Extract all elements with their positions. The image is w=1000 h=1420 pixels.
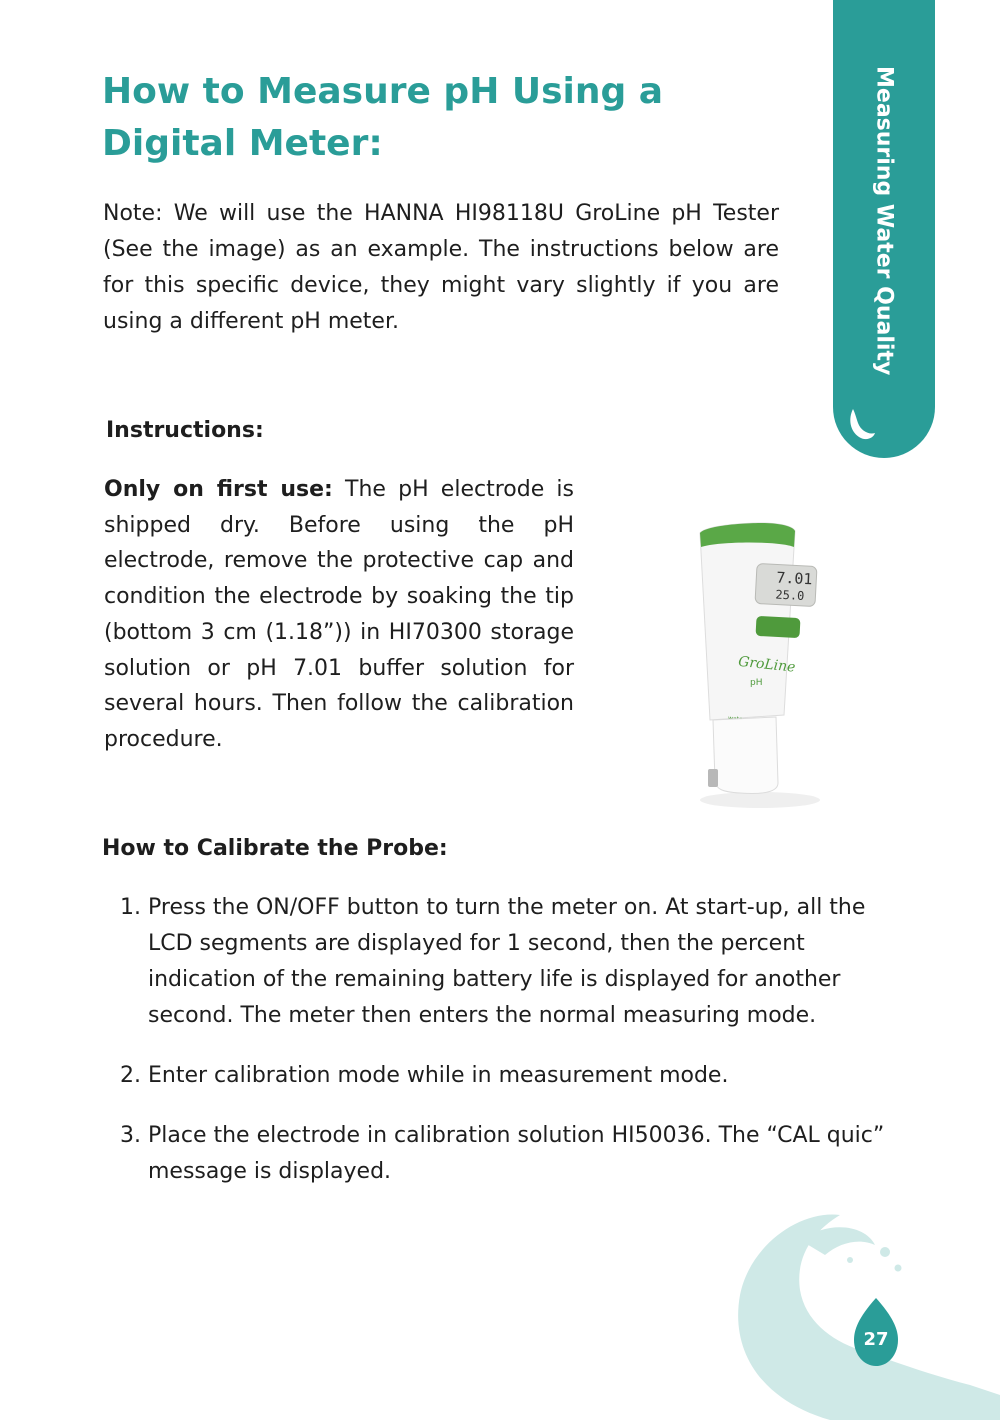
step-number: 3.	[120, 1123, 141, 1148]
list-item	[120, 1058, 890, 1094]
first-use-text: The pH electrode is shipped dry. Before using the pH electrode, remove the protective cap and condition the electrode by soaking the tip (bottom 3 cm (1.18”)) in HI70300 storage solution or pH 7.01 buffer solution for several hours. Then follow the calibration procedure.	[104, 477, 574, 752]
water-drop-icon	[845, 405, 879, 445]
intro-note: Note: We will use the HANNA HI98118U GroLine pH Tester (See the image) as an example. The instructions below are for this specific device, they might vary slightly if you are using a different pH meter.	[103, 201, 779, 334]
step-text: Place the electrode in calibration solution HI50036. The “CAL quic” message is displayed.	[148, 1123, 885, 1184]
meter-display-temp: 25.0	[775, 587, 805, 603]
step-number: 1.	[120, 895, 141, 920]
list-item	[120, 890, 890, 1034]
page-number: 27	[863, 1329, 889, 1350]
page-title: How to Measure pH Using a Digital Meter:	[102, 71, 664, 164]
first-use-label: Only on first use:	[104, 477, 333, 502]
wave-decoration	[700, 1200, 1000, 1420]
instructions-heading: Instructions:	[106, 418, 264, 443]
meter-brand: GroLine	[737, 653, 797, 676]
step-number: 2.	[120, 1063, 141, 1088]
calibration-steps	[120, 890, 890, 1214]
list-item	[120, 1118, 890, 1190]
step-text: Press the ON/OFF button to turn the meter on. At start-up, all the LCD segments are displayed for 1 second, then the percent indication of the remaining battery life is displayed for another second. The meter then enters the normal measuring mode.	[148, 895, 866, 1028]
meter-display-ph: 7.01	[775, 568, 813, 589]
side-tab-label: Measuring Water Quality	[871, 66, 897, 376]
ph-meter-image	[680, 515, 830, 815]
first-use-paragraph	[104, 472, 574, 758]
calibrate-heading: How to Calibrate the Probe:	[102, 836, 448, 861]
meter-unit: pH	[750, 678, 763, 688]
step-text: Enter calibration mode while in measurement mode.	[148, 1063, 729, 1088]
